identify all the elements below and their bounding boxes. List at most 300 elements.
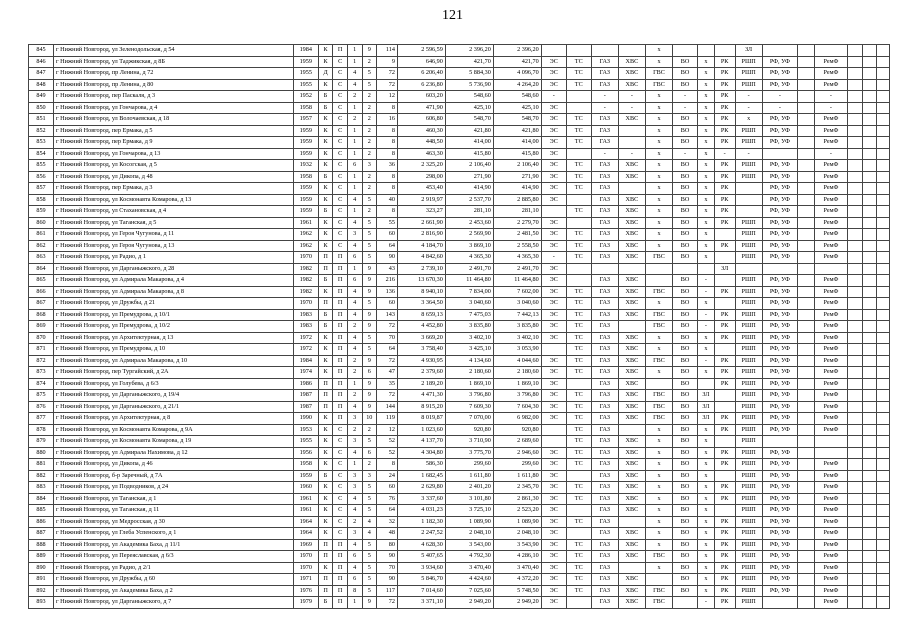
table-cell: 90	[377, 574, 398, 586]
table-cell: РемФ	[814, 321, 847, 333]
table-cell	[877, 344, 890, 356]
table-cell: x	[698, 125, 715, 137]
table-cell: 603,20	[397, 91, 445, 103]
row-number-cell: 878	[29, 424, 54, 436]
table-cell: РемФ	[814, 252, 847, 264]
table-cell	[862, 390, 877, 402]
table-row	[29, 447, 890, 459]
table-cell	[591, 263, 618, 275]
row-number-cell: 880	[29, 447, 54, 459]
address-cell: г Нижний Новгород, ул Дарганыжского, д 7	[54, 597, 294, 609]
table-cell: ХВС	[618, 298, 645, 310]
table-cell	[848, 436, 863, 448]
table-cell: x	[698, 332, 715, 344]
table-cell: 8 915,20	[397, 401, 445, 413]
table-cell: 448,50	[397, 137, 445, 149]
table-cell	[862, 183, 877, 195]
table-cell: ТС	[566, 332, 591, 344]
table-cell: 4	[347, 309, 362, 321]
table-cell: ТС	[566, 459, 591, 471]
table-cell: 1	[347, 171, 362, 183]
table-cell: ГАЗ	[591, 447, 618, 459]
table-cell: П	[333, 355, 348, 367]
table-cell	[862, 171, 877, 183]
table-cell: ВО	[673, 459, 698, 471]
table-cell: РК	[714, 137, 735, 149]
table-cell: Б	[318, 597, 333, 609]
table-cell	[798, 332, 815, 344]
table-cell: РК	[714, 68, 735, 80]
table-cell: 548,60	[445, 91, 493, 103]
table-cell: 2 247,52	[397, 528, 445, 540]
table-cell	[848, 125, 863, 137]
row-number-cell: 892	[29, 585, 54, 597]
table-cell: 2 885,80	[493, 194, 541, 206]
table-cell: П	[333, 321, 348, 333]
table-cell: x	[698, 102, 715, 114]
table-cell: 271,90	[493, 171, 541, 183]
table-cell	[848, 482, 863, 494]
table-cell: ХВС	[618, 378, 645, 390]
table-cell: ГАЗ	[591, 367, 618, 379]
table-cell: 2 396,20	[493, 45, 541, 57]
table-cell: 3 101,80	[445, 493, 493, 505]
address-cell: г Нижний Новгород, пер Тургайский, д 2А	[54, 367, 294, 379]
table-cell: 299,60	[445, 459, 493, 471]
table-cell: 1970	[293, 298, 318, 310]
table-cell: 1976	[293, 585, 318, 597]
table-cell: РемФ	[814, 574, 847, 586]
table-cell	[862, 137, 877, 149]
table-cell: ТС	[566, 309, 591, 321]
table-cell: 5 884,30	[445, 68, 493, 80]
table-cell: ТС	[566, 321, 591, 333]
table-cell: 1	[347, 45, 362, 57]
table-cell: ТС	[566, 344, 591, 356]
table-cell: П	[318, 378, 333, 390]
table-cell: 90	[377, 551, 398, 563]
table-cell: 6 236,80	[397, 79, 445, 91]
table-cell	[877, 470, 890, 482]
table-cell: С	[333, 482, 348, 494]
address-cell: г Нижний Новгород, ул Адмирала Макарова, д 8	[54, 286, 294, 298]
table-cell: 7 475,03	[445, 309, 493, 321]
table-cell: РК	[714, 528, 735, 540]
table-cell: РФ, УФ	[762, 459, 797, 471]
table-cell: ЭС	[541, 263, 566, 275]
table-cell: ЭС	[541, 56, 566, 68]
table-cell	[848, 183, 863, 195]
table-cell: ХВС	[618, 171, 645, 183]
table-row	[29, 148, 890, 160]
table-cell	[848, 562, 863, 574]
table-cell: С	[333, 160, 348, 172]
table-cell: 3	[362, 470, 377, 482]
table-cell: К	[318, 183, 333, 195]
table-cell: 1957	[293, 114, 318, 126]
table-cell	[848, 516, 863, 528]
table-cell: РемФ	[814, 482, 847, 494]
table-cell: РК	[714, 160, 735, 172]
table-cell: 6	[347, 252, 362, 264]
table-cell: 3 543,00	[445, 539, 493, 551]
row-number-cell: 874	[29, 378, 54, 390]
table-cell: 4 365,30	[493, 252, 541, 264]
table-cell: 3	[347, 482, 362, 494]
table-cell: 4	[347, 68, 362, 80]
table-cell	[877, 102, 890, 114]
table-cell	[848, 240, 863, 252]
table-cell: 60	[377, 482, 398, 494]
table-cell: ВО	[673, 309, 698, 321]
table-cell: 10	[362, 413, 377, 425]
table-cell	[798, 321, 815, 333]
table-cell: x	[698, 528, 715, 540]
table-cell: 2	[347, 367, 362, 379]
table-cell: 1970	[293, 551, 318, 563]
table-cell: РШП	[735, 171, 762, 183]
table-cell	[541, 344, 566, 356]
table-row	[29, 585, 890, 597]
table-cell: 1982	[293, 275, 318, 287]
table-cell: ТС	[566, 114, 591, 126]
table-cell: 1961	[293, 493, 318, 505]
table-cell	[566, 275, 591, 287]
table-cell: 414,90	[445, 183, 493, 195]
table-cell	[862, 551, 877, 563]
table-cell: РемФ	[814, 183, 847, 195]
address-cell: г Нижний Новгород, ул Дружбы, д 60	[54, 574, 294, 586]
table-cell: 4	[347, 194, 362, 206]
table-cell	[862, 470, 877, 482]
table-cell: П	[333, 45, 348, 57]
table-cell	[877, 539, 890, 551]
table-cell: К	[318, 160, 333, 172]
table-cell: РК	[714, 585, 735, 597]
table-cell: 1962	[293, 240, 318, 252]
table-row	[29, 102, 890, 114]
table-cell	[762, 263, 797, 275]
table-cell: 3	[347, 528, 362, 540]
table-cell	[848, 332, 863, 344]
table-row	[29, 229, 890, 241]
table-cell: РемФ	[814, 585, 847, 597]
table-cell	[877, 229, 890, 241]
table-cell: ЭС	[541, 298, 566, 310]
table-cell: x	[698, 194, 715, 206]
table-cell: 3	[347, 229, 362, 241]
table-cell: 4	[347, 447, 362, 459]
table-cell: ХВС	[618, 68, 645, 80]
table-cell: ТС	[566, 240, 591, 252]
table-cell	[566, 217, 591, 229]
table-cell: ВО	[673, 125, 698, 137]
table-cell	[848, 447, 863, 459]
table-cell: 5	[362, 332, 377, 344]
table-cell	[877, 413, 890, 425]
table-cell: ЭС	[541, 102, 566, 114]
table-cell: П	[318, 252, 333, 264]
table-cell: 2	[362, 56, 377, 68]
table-cell: x	[698, 240, 715, 252]
table-cell: ЭС	[541, 240, 566, 252]
table-cell: ХВС	[618, 539, 645, 551]
table-cell	[798, 344, 815, 356]
table-cell: 3 337,60	[397, 493, 445, 505]
table-cell: ГАЗ	[591, 171, 618, 183]
table-cell: РФ, УФ	[762, 206, 797, 218]
table-cell: ЭС	[541, 194, 566, 206]
table-cell: ГАЗ	[591, 160, 618, 172]
address-cell: г Нижний Новгород, ул Дружбы, д 21	[54, 298, 294, 310]
table-cell: ЭС	[541, 321, 566, 333]
table-cell: РФ, УФ	[762, 424, 797, 436]
table-cell: x	[645, 148, 672, 160]
table-cell: ГВС	[645, 286, 672, 298]
row-number-cell: 871	[29, 344, 54, 356]
table-cell: С	[333, 470, 348, 482]
table-cell: ЭС	[541, 160, 566, 172]
table-cell	[877, 390, 890, 402]
table-cell: 1	[347, 459, 362, 471]
row-number-cell: 857	[29, 183, 54, 195]
table-cell: 1959	[293, 194, 318, 206]
table-cell: РемФ	[814, 493, 847, 505]
table-cell: РемФ	[814, 528, 847, 540]
table-cell: РШП	[735, 240, 762, 252]
table-cell: 3 934,60	[397, 562, 445, 574]
row-number-cell: 854	[29, 148, 54, 160]
table-cell: -	[762, 91, 797, 103]
table-cell: ВО	[673, 551, 698, 563]
table-cell: 1962	[293, 229, 318, 241]
address-cell: г Нижний Новгород, ул Зеленодольская, д 54	[54, 45, 294, 57]
table-cell: x	[645, 516, 672, 528]
table-cell: ЗЛ	[735, 45, 762, 57]
table-cell	[877, 240, 890, 252]
table-cell: 16	[377, 114, 398, 126]
table-row	[29, 562, 890, 574]
address-cell: г Нижний Новгород, пер Ермака, д 5	[54, 125, 294, 137]
table-cell: ЭС	[541, 275, 566, 287]
row-number-cell: 862	[29, 240, 54, 252]
table-cell: К	[318, 194, 333, 206]
table-cell	[877, 91, 890, 103]
table-cell: 119	[377, 413, 398, 425]
table-cell: ВО	[673, 240, 698, 252]
address-cell: г Нижний Новгород, ул Премудрова, д 10/2	[54, 321, 294, 333]
table-cell: РШП	[735, 229, 762, 241]
table-cell: П	[333, 344, 348, 356]
table-cell: x	[645, 505, 672, 517]
table-cell	[798, 447, 815, 459]
table-cell: 4	[347, 79, 362, 91]
table-cell	[877, 148, 890, 160]
table-cell	[848, 493, 863, 505]
table-cell: x	[645, 332, 672, 344]
table-cell: 2 558,50	[493, 240, 541, 252]
table-cell: 5	[362, 562, 377, 574]
table-cell: 2	[362, 206, 377, 218]
table-cell: 64	[377, 505, 398, 517]
table-cell	[848, 401, 863, 413]
table-cell: 2 919,97	[397, 194, 445, 206]
table-cell: ЭС	[541, 137, 566, 149]
table-cell: ВО	[673, 229, 698, 241]
table-cell: РемФ	[814, 516, 847, 528]
table-cell: 2	[362, 91, 377, 103]
table-cell	[798, 413, 815, 425]
table-cell	[877, 68, 890, 80]
table-cell	[798, 459, 815, 471]
table-cell: РемФ	[814, 597, 847, 609]
table-cell: 3	[347, 413, 362, 425]
table-cell: РК	[714, 91, 735, 103]
table-cell: 548,70	[445, 114, 493, 126]
table-cell: ГАЗ	[591, 56, 618, 68]
table-cell	[566, 378, 591, 390]
table-cell: РК	[714, 171, 735, 183]
table-cell: 1987	[293, 401, 318, 413]
table-cell: x	[645, 482, 672, 494]
table-cell: 920,80	[445, 424, 493, 436]
table-cell: 425,10	[493, 102, 541, 114]
table-cell: ГАЗ	[591, 114, 618, 126]
table-cell: 32	[377, 516, 398, 528]
table-cell	[798, 562, 815, 574]
table-cell: 1959	[293, 183, 318, 195]
table-cell: РФ, УФ	[762, 217, 797, 229]
table-cell: ТС	[566, 390, 591, 402]
table-cell: 415,80	[493, 148, 541, 160]
table-cell	[848, 505, 863, 517]
table-cell: 920,80	[493, 424, 541, 436]
table-cell: ГВС	[645, 413, 672, 425]
table-cell: x	[645, 528, 672, 540]
table-cell: РК	[714, 332, 735, 344]
table-cell: К	[318, 137, 333, 149]
table-cell: С	[333, 148, 348, 160]
table-cell	[877, 493, 890, 505]
table-cell: 2 106,40	[445, 160, 493, 172]
table-cell	[798, 45, 815, 57]
table-cell: РШП	[735, 217, 762, 229]
table-cell: 72	[377, 68, 398, 80]
table-cell	[798, 91, 815, 103]
table-cell: x	[698, 91, 715, 103]
table-cell: РК	[714, 355, 735, 367]
table-cell	[762, 148, 797, 160]
table-cell: С	[333, 217, 348, 229]
table-cell: ЭС	[541, 367, 566, 379]
table-cell	[862, 56, 877, 68]
table-cell: ТС	[566, 493, 591, 505]
table-cell: 2 401,20	[445, 482, 493, 494]
table-cell: П	[333, 309, 348, 321]
table-cell: x	[645, 240, 672, 252]
table-cell: РШП	[735, 390, 762, 402]
row-number-cell: 886	[29, 516, 54, 528]
table-cell: ЭС	[541, 114, 566, 126]
table-cell: РК	[714, 516, 735, 528]
address-cell: г Нижний Новгород, б-р Заречный, д 7А	[54, 470, 294, 482]
table-cell: ХВС	[618, 332, 645, 344]
row-number-cell: 887	[29, 528, 54, 540]
table-cell: 2 949,20	[445, 597, 493, 609]
table-row	[29, 160, 890, 172]
table-cell	[877, 482, 890, 494]
table-cell: РК	[714, 79, 735, 91]
table-cell	[673, 597, 698, 609]
table-cell: ЭС	[541, 217, 566, 229]
table-cell: -	[814, 91, 847, 103]
table-cell	[798, 401, 815, 413]
table-cell: ЭС	[541, 493, 566, 505]
table-cell: x	[645, 436, 672, 448]
table-cell: 1 023,60	[397, 424, 445, 436]
table-cell: РШП	[735, 436, 762, 448]
table-cell	[762, 45, 797, 57]
table-cell: 8	[377, 102, 398, 114]
table-cell: 5	[362, 505, 377, 517]
table-cell	[848, 45, 863, 57]
table-cell	[714, 505, 735, 517]
table-cell: ГВС	[645, 68, 672, 80]
table-cell: ВО	[673, 436, 698, 448]
table-cell: 3 402,10	[445, 332, 493, 344]
table-cell: 5	[362, 229, 377, 241]
table-cell: ВО	[673, 574, 698, 586]
table-cell: РШП	[735, 424, 762, 436]
table-cell: 9	[362, 401, 377, 413]
table-cell: x	[645, 45, 672, 57]
table-cell: РК	[714, 194, 735, 206]
table-cell: -	[673, 102, 698, 114]
table-cell	[645, 263, 672, 275]
table-cell	[798, 114, 815, 126]
table-cell: x	[698, 137, 715, 149]
table-cell: -	[698, 286, 715, 298]
table-cell: 3 796,80	[493, 390, 541, 402]
table-cell: 1971	[293, 574, 318, 586]
table-cell: РемФ	[814, 217, 847, 229]
table-cell: ВО	[673, 298, 698, 310]
table-cell	[814, 263, 847, 275]
table-cell	[862, 424, 877, 436]
table-cell: К	[318, 125, 333, 137]
table-cell: 11 464,80	[493, 275, 541, 287]
table-cell: ХВС	[618, 413, 645, 425]
table-cell	[848, 229, 863, 241]
table-cell: 5	[362, 551, 377, 563]
table-cell: x	[698, 68, 715, 80]
address-cell: г Нижний Новгород, ул Адмирала Макарова, д 10	[54, 355, 294, 367]
table-cell	[645, 574, 672, 586]
table-cell: 60	[377, 229, 398, 241]
table-cell: РемФ	[814, 286, 847, 298]
table-cell	[877, 585, 890, 597]
table-cell	[798, 551, 815, 563]
table-cell: ГАЗ	[591, 68, 618, 80]
table-cell	[877, 378, 890, 390]
table-cell	[848, 286, 863, 298]
table-cell: ЭС	[541, 378, 566, 390]
address-cell: г Нижний Новгород, ул Таджикская, д 8Б	[54, 56, 294, 68]
table-cell: x	[645, 91, 672, 103]
table-cell	[877, 183, 890, 195]
table-cell: РемФ	[814, 298, 847, 310]
table-cell: РемФ	[814, 344, 847, 356]
